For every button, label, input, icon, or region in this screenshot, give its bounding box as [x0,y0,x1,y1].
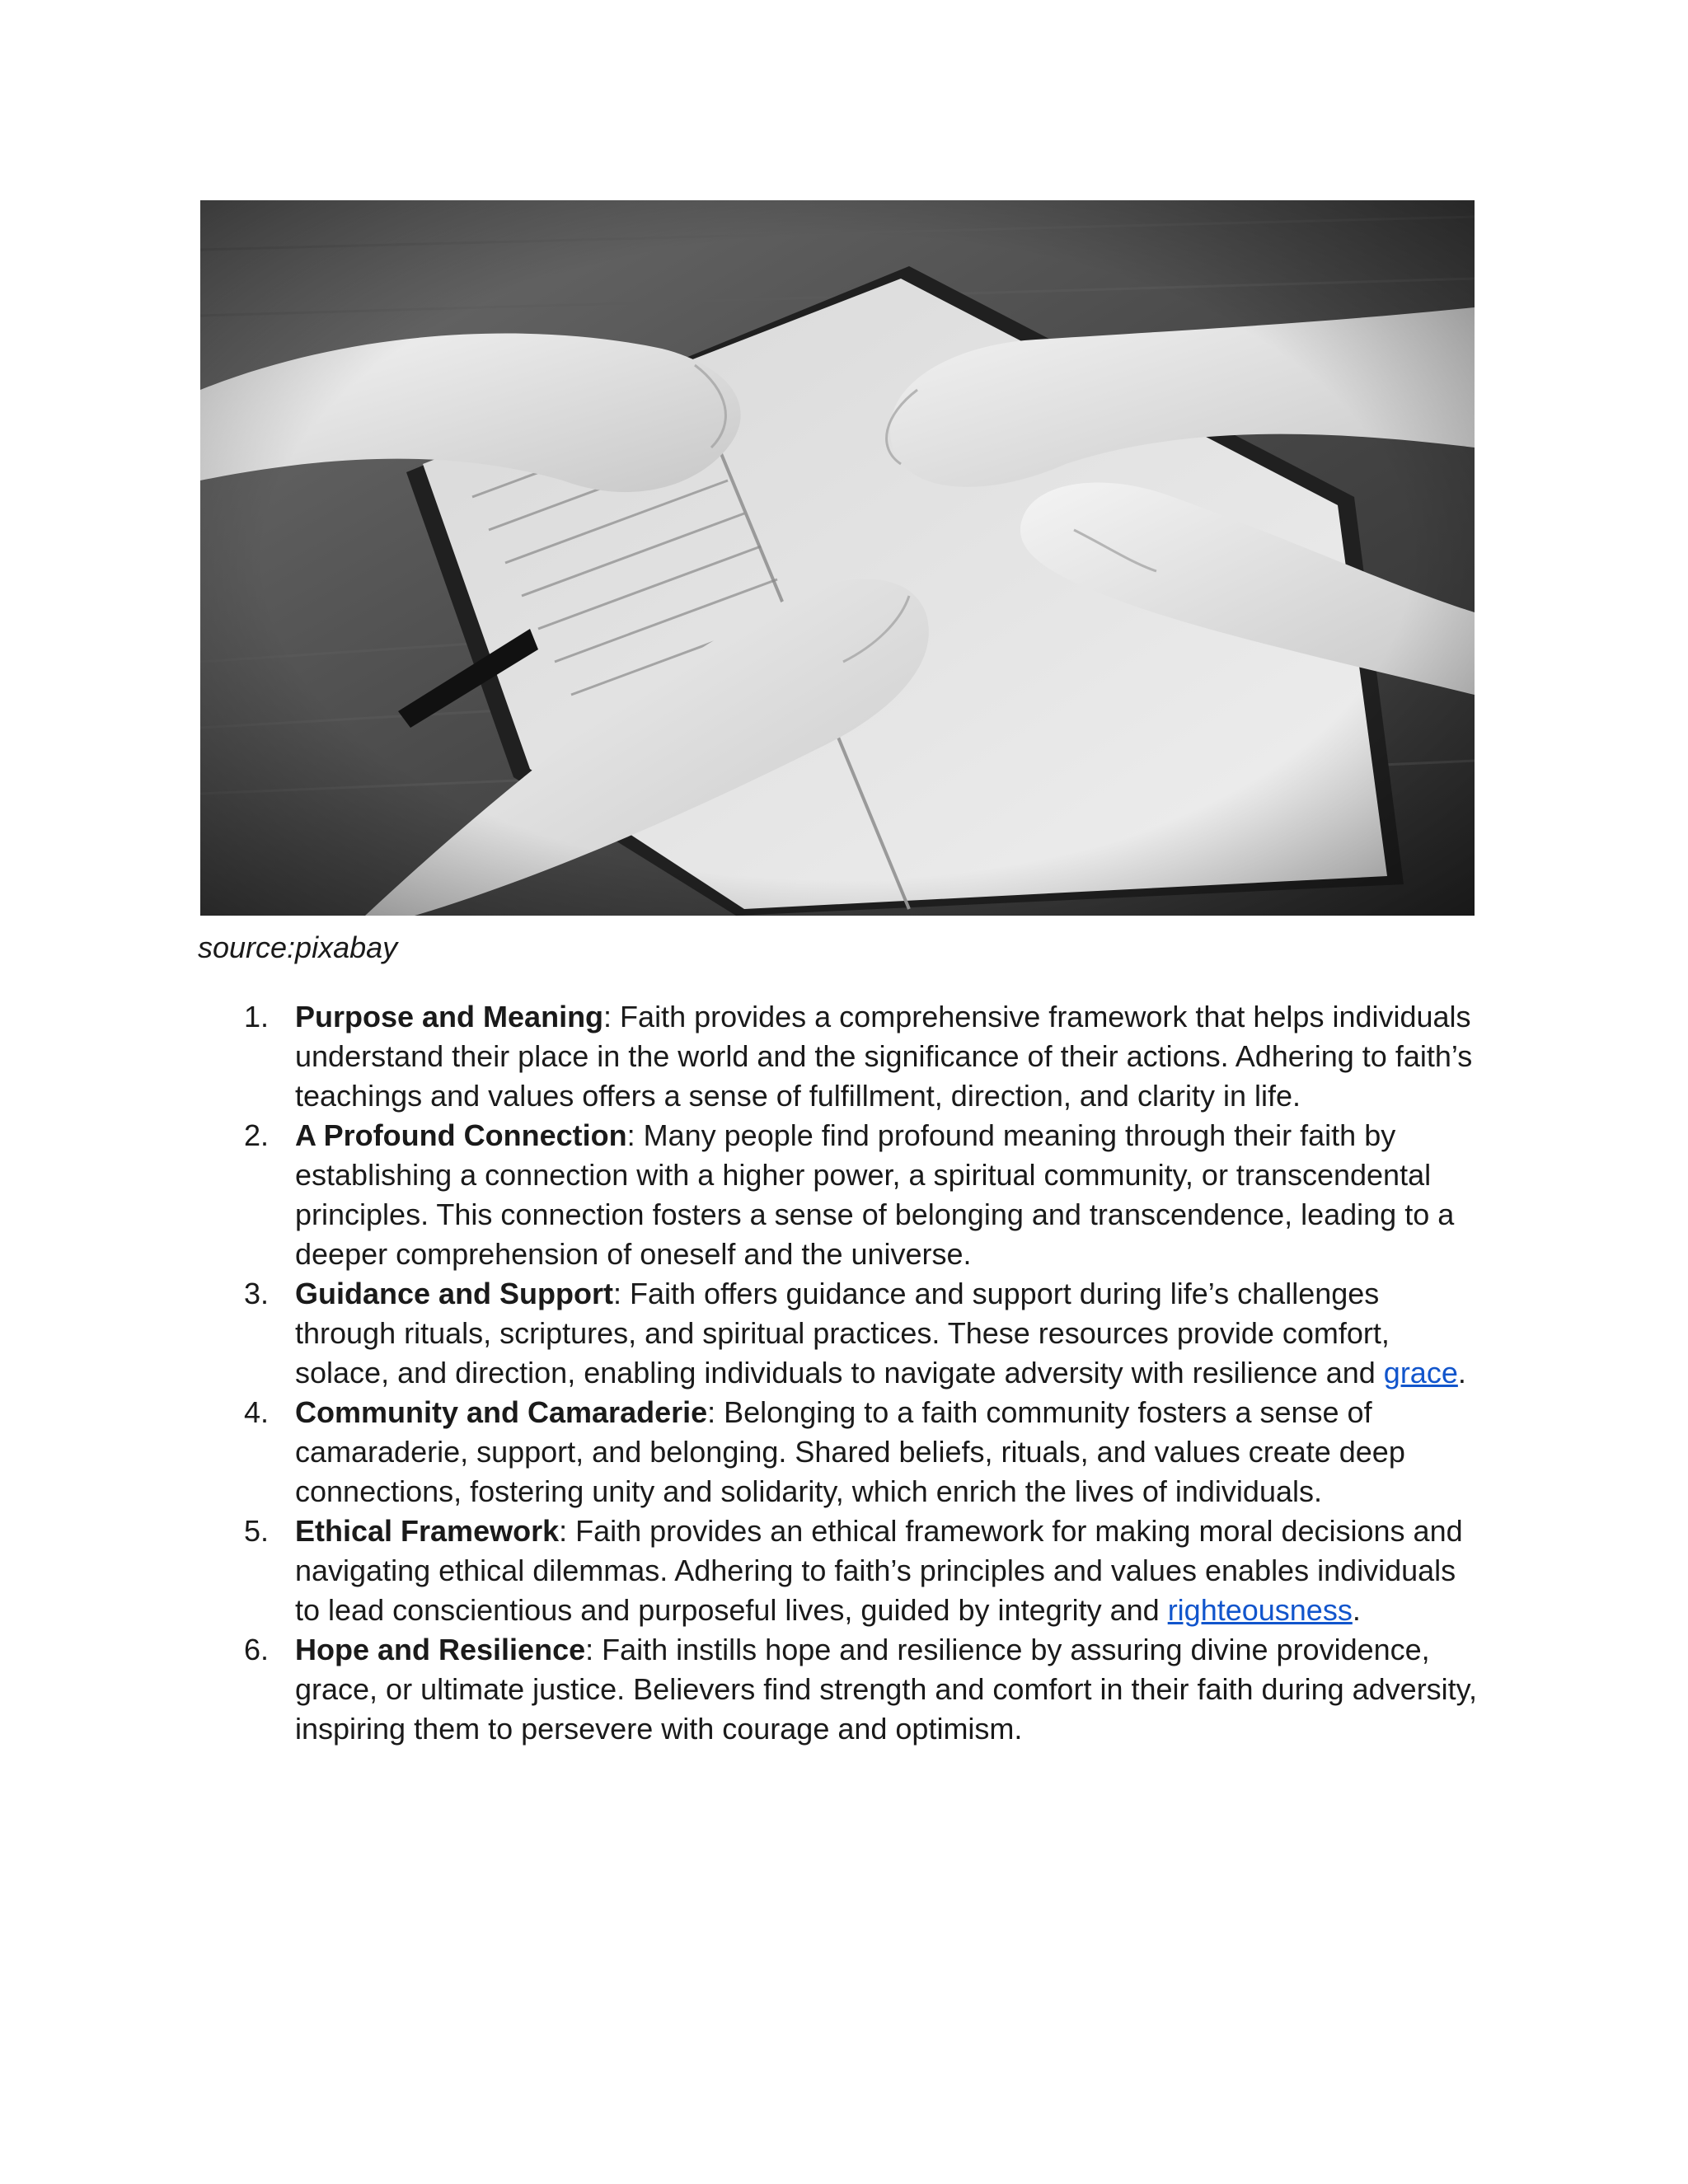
list-item-text: : Many people find profound meaning through their faith by establishing a connection with a higher power, a spiritual community, or transcendental principles. This connection fosters a sense of belonging and transcendence, leading to a deeper comprehension of oneself and the universe. [295,1118,1455,1271]
list-item-term: A Profound Connection [295,1118,627,1152]
list-item-term: Purpose and Meaning [295,1000,604,1033]
list-item [244,1511,1480,1630]
list-item-text: : Faith provides an ethical framework for making moral decisions and navigating ethical dilemmas. Adhering to faith’s principles and values enables individuals to lead conscientious and purposeful lives, guided by integrity and [295,1514,1463,1627]
list-item-term: Guidance and Support [295,1277,614,1310]
list-item [244,1393,1480,1511]
list-item-text: : Faith offers guidance and support during life’s challenges through rituals, scriptures, and spiritual practices. These resources provide comfort, solace, and direction, enabling individuals to navigate adversity with resilience and [295,1277,1390,1390]
list-item-term: Hope and Resilience [295,1633,586,1666]
list-item-text: : Faith provides a comprehensive framework that helps individuals understand their place in the world and the significance of their actions. Adhering to faith’s teachings and values offers a sense of fulfillment, direction, and clarity in life. [295,1000,1473,1113]
grace-link[interactable]: grace [1383,1356,1458,1390]
list-item-number: 2. [244,1118,270,1152]
list-item-number: 6. [244,1633,270,1666]
hands-on-book-image [200,200,1475,916]
list-item [244,1630,1480,1749]
list-item-period: . [1457,1356,1466,1390]
photo-illustration [200,200,1475,916]
list-item-number: 4. [244,1395,270,1429]
image-caption: source:pixabay [198,930,398,964]
list-item-text: : Belonging to a faith community fosters a sense of camaraderie, support, and belonging. Shared beliefs, rituals, and values create deep connections, fostering unity and solidarity, which enrich the lives of individuals. [295,1395,1405,1508]
list-item-number: 5. [244,1514,270,1548]
list-item-number: 1. [244,1000,270,1033]
list-item-period: . [1352,1593,1361,1627]
benefits-list [244,997,1480,1749]
list-item-number: 3. [244,1277,270,1310]
list-item [244,997,1480,1116]
list-item-text: : Faith instills hope and resilience by assuring divine providence, grace, or ultimate justice. Believers find strength and comfort in their faith during adversity, inspiring them to persevere with courage and optimism. [295,1633,1478,1746]
list-item-term: Ethical Framework [295,1514,560,1548]
list-item [244,1116,1480,1274]
righteousness-link[interactable]: righteousness [1167,1593,1353,1627]
list-item-term: Community and Camaraderie [295,1395,708,1429]
list-item [244,1274,1480,1393]
